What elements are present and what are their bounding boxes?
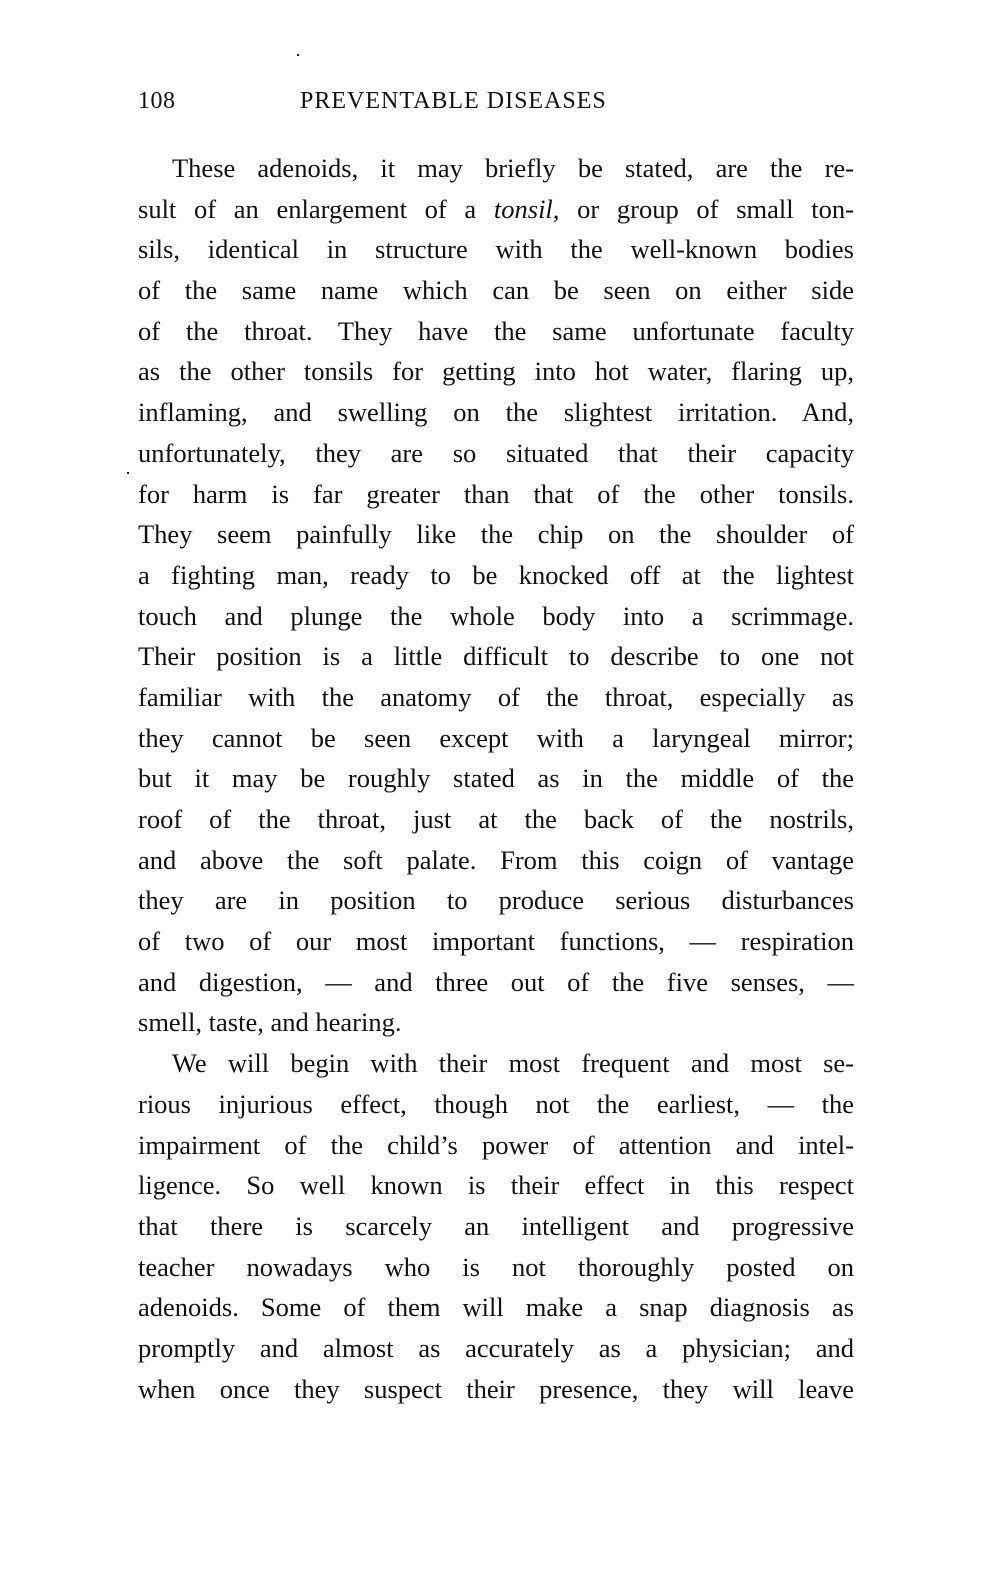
text-line: of two of our most important functions, — respiration: [138, 926, 854, 957]
text-line: and digestion, — and three out of the five senses, —: [138, 966, 854, 997]
running-head: [138, 88, 854, 124]
text-line: adenoids. Some of them will make a snap diagnosis as: [138, 1292, 854, 1323]
text-line: of the same name which can be seen on either side: [138, 275, 854, 306]
text-line: They seem painfully like the chip on the shoulder of: [138, 519, 854, 550]
text-line: We will begin with their most frequent and most se-: [172, 1048, 854, 1079]
text-line: but it may be roughly stated as in the middle of the: [138, 763, 854, 794]
text-line: when once they suspect their presence, they will leave: [138, 1373, 854, 1404]
text-line: [138, 189, 854, 230]
text-fragment: sult of an enlargement of a: [138, 193, 494, 224]
text-line: impairment of the child’s power of attention and intel-: [138, 1129, 854, 1160]
italic-term: tonsil,: [493, 193, 560, 224]
text-line: roof of the throat, just at the back of the nostrils,: [138, 804, 854, 834]
text-line: that there is scarcely an intelligent and progressive: [138, 1210, 854, 1241]
text-line: they are in position to produce serious disturbances: [138, 885, 854, 916]
scan-speck: [127, 472, 129, 474]
text-line: familiar with the anatomy of the throat, especially as: [138, 681, 854, 712]
text-line: These adenoids, it may briefly be stated, are the re-: [172, 153, 854, 183]
text-line: for harm is far greater than that of the other tonsils.: [138, 478, 854, 509]
text-line: ligence. So well known is their effect in this respect: [138, 1170, 854, 1201]
text-line: and above the soft palate. From this coign of vantage: [138, 844, 854, 875]
page-number: 108: [138, 88, 176, 114]
text-line: sils, identical in structure with the well-known bodies: [138, 234, 854, 265]
text-line: Their position is a little difficult to describe to one not: [138, 641, 854, 672]
text-line: promptly and almost as accurately as a physician; and: [138, 1332, 854, 1363]
text-line: as the other tonsils for getting into hot water, flaring up,: [138, 356, 854, 387]
text-line: touch and plunge the whole body into a scrimmage.: [138, 600, 854, 631]
text-line: a fighting man, ready to be knocked off at the lightest: [138, 559, 854, 590]
paragraph-1: [138, 148, 854, 1043]
text-line: smell, taste, and hearing.: [138, 1007, 402, 1038]
scan-speck: [297, 54, 299, 56]
text-line: they cannot be seen except with a laryngeal mirror;: [138, 722, 854, 753]
text-line: inflaming, and swelling on the slightest irritation. And,: [138, 397, 854, 428]
text-line: rious injurious effect, though not the earliest, — the: [138, 1088, 854, 1119]
text-line: teacher nowadays who is not thoroughly posted on: [138, 1251, 854, 1282]
paragraph-2: [138, 1043, 854, 1409]
running-title: PREVENTABLE DISEASES: [300, 88, 607, 114]
text-line: of the throat. They have the same unfortunate faculty: [138, 315, 854, 346]
text-fragment: or group of small ton-: [559, 193, 854, 224]
text-line: unfortunately, they are so situated that their capacity: [138, 437, 854, 468]
body-text: [138, 148, 854, 1409]
